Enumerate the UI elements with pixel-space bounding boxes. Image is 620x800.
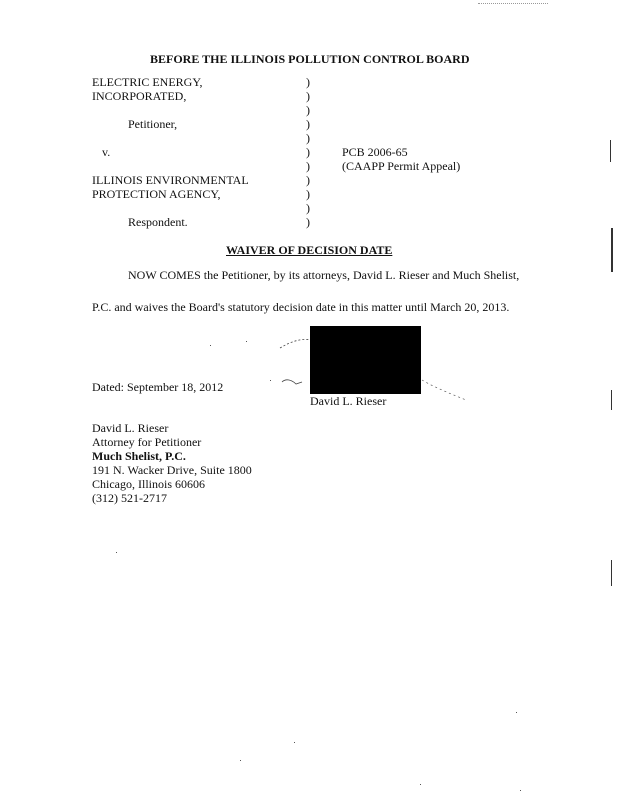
address-line-2: Chicago, Illinois 60606	[92, 477, 205, 491]
petitioner-role: Petitioner,	[128, 117, 178, 131]
scan-speck	[116, 552, 117, 553]
caption-paren: )	[306, 103, 310, 117]
scan-speck	[210, 345, 211, 346]
petitioner-name-line-1: ELECTRIC ENERGY,	[92, 75, 203, 89]
scan-speck	[516, 712, 517, 713]
redacted-signature	[310, 326, 421, 394]
scan-speck	[246, 341, 247, 342]
scan-artifact	[611, 560, 612, 586]
scan-speck	[520, 790, 521, 791]
scan-speck	[294, 742, 295, 743]
phone-number: (312) 521-2717	[92, 491, 167, 505]
case-number: PCB 2006-65	[342, 145, 408, 159]
caption-paren: )	[306, 89, 310, 103]
caption-paren: )	[306, 159, 310, 173]
dated-line: Dated: September 18, 2012	[92, 380, 224, 394]
caption-paren: )	[306, 201, 310, 215]
scan-artifact	[611, 228, 613, 272]
caption-paren: )	[306, 215, 310, 229]
respondent-name-line-1: ILLINOIS ENVIRONMENTAL	[92, 173, 249, 187]
caption-paren: )	[306, 187, 310, 201]
law-firm: Much Shelist, P.C.	[92, 449, 186, 463]
caption-paren: )	[306, 173, 310, 187]
caption-paren: )	[306, 145, 310, 159]
respondent-role: Respondent.	[128, 215, 188, 229]
body-text-line-1: NOW COMES the Petitioner, by its attorneys, David L. Rieser and Much Shelist,	[128, 268, 520, 282]
scan-speck	[240, 760, 241, 761]
caption-paren: )	[306, 131, 310, 145]
document-title: BEFORE THE ILLINOIS POLLUTION CONTROL BOARD	[150, 52, 470, 66]
section-title: WAIVER OF DECISION DATE	[226, 243, 393, 257]
caption-paren: )	[306, 75, 310, 89]
scan-artifact	[611, 390, 612, 410]
signer-name: David L. Rieser	[310, 394, 387, 408]
attorney-name: David L. Rieser	[92, 421, 169, 435]
scan-speck	[420, 784, 421, 785]
scan-artifact	[610, 140, 611, 162]
versus: v.	[102, 145, 111, 159]
petitioner-name-line-2: INCORPORATED,	[92, 89, 187, 103]
caption-paren: )	[306, 117, 310, 131]
scan-artifact	[478, 3, 548, 5]
scan-speck	[270, 380, 271, 381]
respondent-name-line-2: PROTECTION AGENCY,	[92, 187, 221, 201]
address-line-1: 191 N. Wacker Drive, Suite 1800	[92, 463, 252, 477]
case-type: (CAAPP Permit Appeal)	[342, 159, 461, 173]
attorney-role: Attorney for Petitioner	[92, 435, 202, 449]
body-text-line-2: P.C. and waives the Board's statutory decision date in this matter until March 20, 2013.	[92, 300, 510, 314]
